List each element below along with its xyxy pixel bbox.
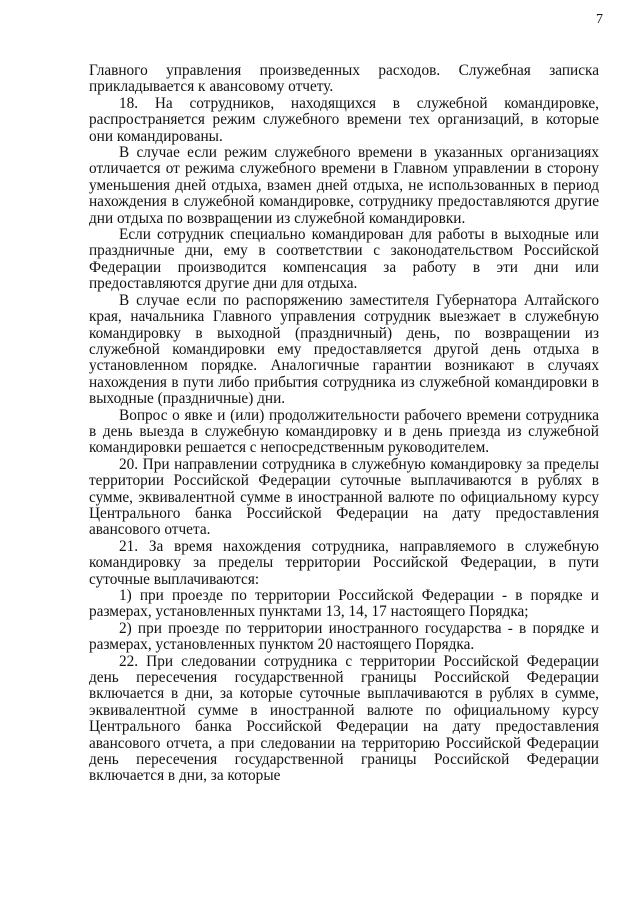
- paragraph-item-21: 21. За время нахождения сотрудника, направляемого в служебную командировку за пределы территории Российской Федерации, в пути суточные выплачиваются:: [89, 537, 599, 588]
- paragraph-continuation: Главного управления произведенных расходов. Служебная записка прикладывается к авансовому отчету.: [89, 62, 599, 96]
- paragraph-item-21-1: 1) при проезде по территории Российской Федерации - в порядке и размерах, установленных пунктами 13, 14, 17 настоящего Порядка;: [89, 587, 599, 621]
- paragraph-item-18: 18. На сотрудников, находящихся в служебной командировке, распространяется режим служебного времени тех организаций, в которые они командированы.: [89, 94, 599, 145]
- paragraph-rest-days: В случае если режим служебного времени в указанных организациях отличается от режима служебного времени в Главном управлении в сторону уменьшения дней отдыха, взамен дней отдыха, не использованных в период нахождения в служебной командировке, сотруднику предоставляются другие дни отдыха по возвращении из служебной командировки.: [89, 144, 599, 227]
- paragraph-item-22: 22. При следовании сотрудника с территории Российской Федерации день пересечения государственной границы Российской Федерации включается в дни, за которые суточные выплачиваются в рублях в сумме, эквивалентной сумме в иностранной валюте по официальному курсу Центрального банка Российской Федерации на дату предоставления авансового отчета, а при следовании на территорию Российской Федерации день пересечения государственной границы Российской Федерации включается в дни, за которые: [89, 652, 599, 785]
- paragraph-weekend-departure: В случае если по распоряжению заместителя Губернатора Алтайского края, начальника Главного управления сотрудник выезжает в служебную командировку в выходной (праздничный) день, по возвращении из служебной командировки ему предоставляется другой день отдыха в установленном порядке. Аналогичные гарантии возникают в случаях нахождения в пути либо прибытия сотрудника из служебной командировки в выходные (праздничные) дни.: [89, 291, 599, 408]
- paragraph-item-20: 20. При направлении сотрудника в служебную командировку за пределы территории Российской Федерации суточные выплачиваются в рублях в сумме, эквивалентной сумме в иностранной валюте по официальному курсу Центрального банка Российской Федерации на дату предоставления авансового отчета.: [89, 455, 599, 539]
- document-body: [89, 63, 599, 785]
- page-number: 7: [596, 12, 603, 27]
- paragraph-item-21-2: 2) при проезде по территории иностранного государства - в порядке и размерах, установленных пунктом 20 настоящего Порядка.: [89, 619, 599, 654]
- paragraph-weekend-compensation: Если сотрудник специально командирован для работы в выходные или праздничные дни, ему в соответствии с законодательством Российской Федерации производится компенсация за работу в эти дни или предоставляются другие дни для отдыха.: [89, 226, 599, 293]
- paragraph-work-time: Вопрос о явке и (или) продолжительности рабочего времени сотрудника в день выезда в служебную командировку и в день приезда из служебной командировки решается с непосредственным руководителем.: [89, 406, 599, 457]
